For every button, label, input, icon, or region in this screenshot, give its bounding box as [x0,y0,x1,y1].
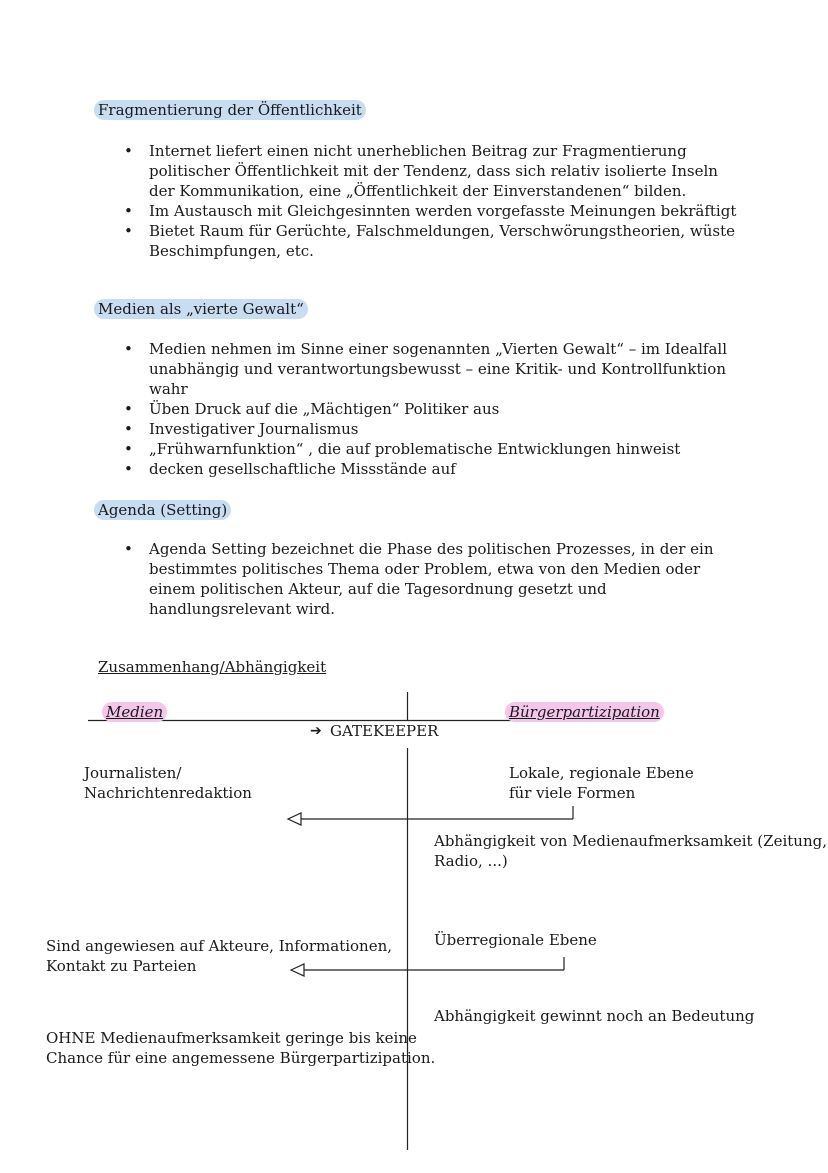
column-header-buergerpartizipation: Bürgerpartizipation [505,702,664,722]
right-item-ueberregionale-ebene: Überregionale Ebene [434,931,597,949]
list-item: • Üben Druck auf die „Mächtigen“ Politiker aus [124,399,744,419]
list-item: • Medien nehmen im Sinne einer sogenannten „Vierten Gewalt“ – im Idealfall unabhängig und verantwortungsbewusst – eine Kritik- und Kontrollfunktion wahr [124,339,744,399]
column-header-medien: Medien [102,702,167,722]
arrow-2-head-icon [291,964,304,976]
left-item-journalisten: Journalisten/ [84,764,182,782]
left-item-ohne-medien: OHNE Medienaufmerksamkeit geringe bis keine [46,1029,417,1047]
list-item: • decken gesellschaftliche Missstände auf [124,459,744,479]
list-item: • Investigativer Journalismus [124,419,744,439]
right-item-bedeutung: Abhängigkeit gewinnt noch an Bedeutung [434,1007,755,1025]
arrow-1-head-icon [288,813,301,825]
right-item-radio: Radio, ...) [434,852,508,870]
gatekeeper-label: GATEKEEPER [330,722,439,740]
list-item: • Bietet Raum für Gerüchte, Falschmeldungen, Verschwörungstheorien, wüste Beschimpfungen, etc. [124,221,744,261]
section-heading-vierte-gewalt: Medien als „vierte Gewalt“ [94,299,308,319]
left-item-nachrichtenredaktion: Nachrichtenredaktion [84,784,252,802]
left-item-angewiesen: Sind angewiesen auf Akteure, Informationen, [46,937,393,955]
list-item: • „Frühwarnfunktion“ , die auf problematische Entwicklungen hinweist [124,439,744,459]
list-item: • Agenda Setting bezeichnet die Phase des politischen Prozesses, in der ein bestimmtes politisches Thema oder Problem, etwa von den Medien oder einem politischen Akteur, auf die Tagesordnung gesetzt und handlungsrelevant wird. [124,539,744,619]
right-item-viele-formen: für viele Formen [509,784,636,802]
list-item: • Internet liefert einen nicht unerheblichen Beitrag zur Fragmentierung politischer Öffentlichkeit mit der Tendenz, dass sich relativ isolierte Inseln der Kommunikation, eine „Öffentlichkeit der Einverstandenen“ bilden. [124,141,744,201]
list-item: • Im Austausch mit Gleichgesinnten werden vorgefasste Meinungen bekräftigt [124,201,744,221]
arrow-right-icon: ➔ [310,723,322,739]
section-heading-fragmentierung: Fragmentierung der Öffentlichkeit [94,100,366,120]
diagram-title: Zusammenhang/Abhängigkeit [98,658,327,676]
section-heading-agenda-setting: Agenda (Setting) [94,500,231,520]
right-item-lokale-ebene: Lokale, regionale Ebene [509,764,694,782]
left-item-kontakt: Kontakt zu Parteien [46,957,197,975]
left-item-chance: Chance für eine angemessene Bürgerpartizipation. [46,1049,436,1067]
right-item-abhaengigkeit: Abhängigkeit von Medienaufmerksamkeit (Zeitung, [434,832,827,850]
